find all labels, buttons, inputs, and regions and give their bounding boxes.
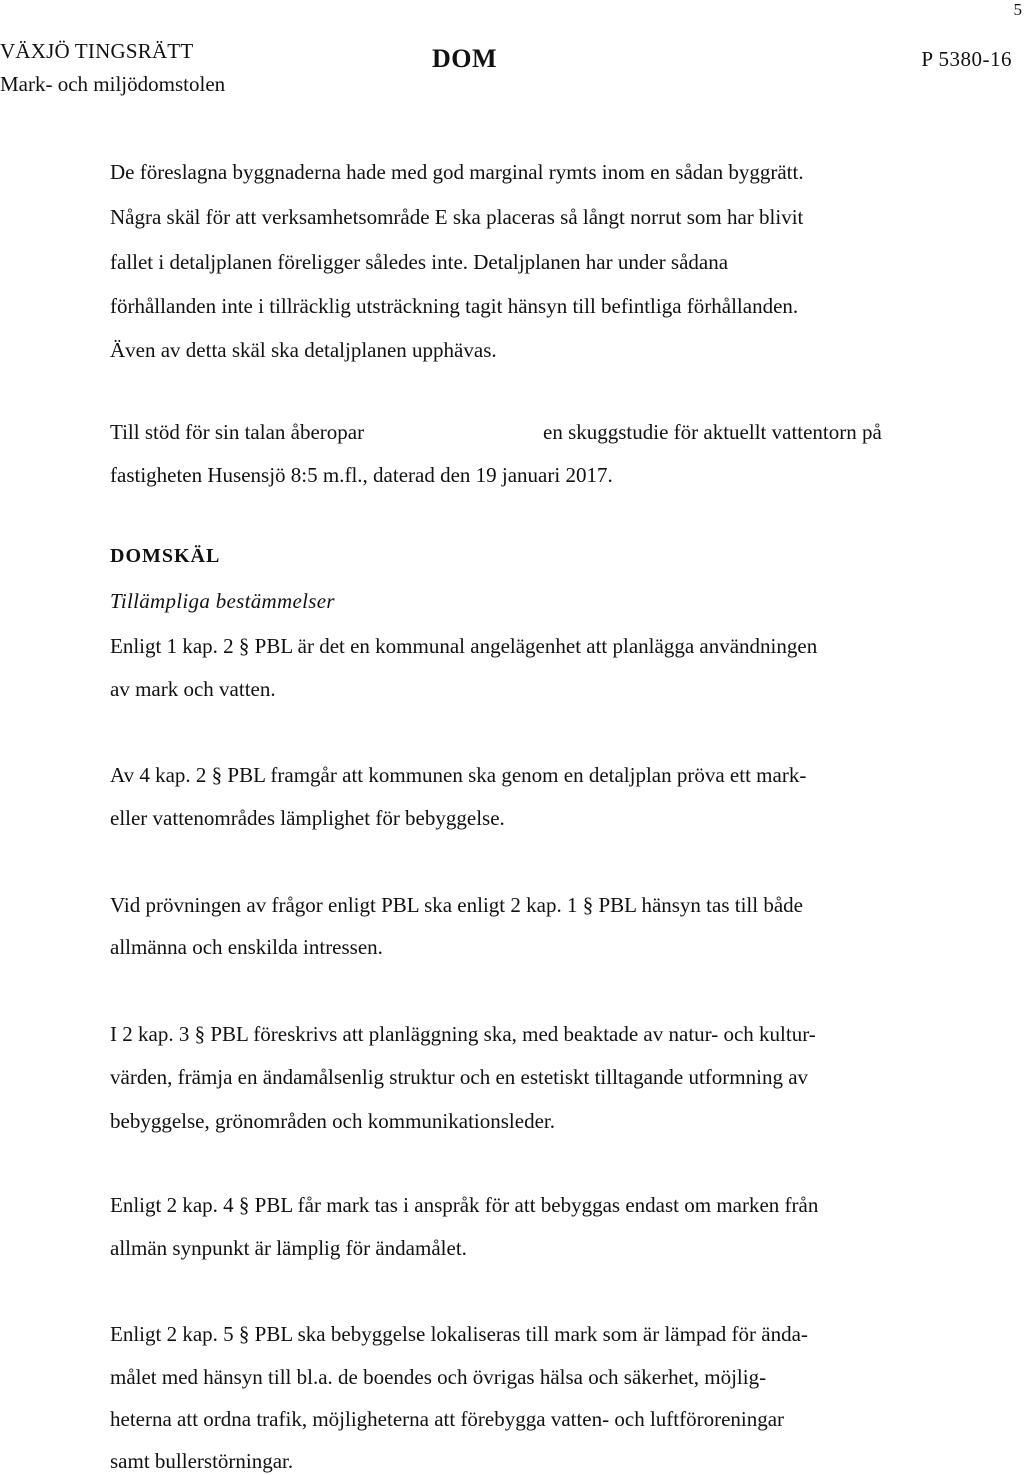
- paragraph-line: eller vattenområdes lämplighet för bebyggelse.: [110, 806, 505, 830]
- paragraph-line: Vid prövningen av frågor enligt PBL ska enligt 2 kap. 1 § PBL hänsyn tas till både: [110, 893, 803, 917]
- page-number: 5: [1013, 0, 1022, 19]
- case-number: P 5380-16: [921, 47, 1012, 71]
- paragraph-line: samt bullerstörningar.: [110, 1449, 294, 1473]
- paragraph-line: Till stöd för sin talan åberopar: [110, 420, 365, 444]
- section-heading: DOMSKÄL: [110, 545, 221, 567]
- paragraph-line: värden, främja en ändamålsenlig struktur och en estetiskt tilltagande utformning av: [110, 1065, 809, 1089]
- court-name: VÄXJÖ TINGSRÄTT: [0, 39, 194, 63]
- paragraph-line: Av 4 kap. 2 § PBL framgår att kommunen ska genom en detaljplan pröva ett mark-: [110, 763, 807, 787]
- paragraph-line: allmänna och enskilda intressen.: [110, 935, 383, 959]
- court-division: Mark- och miljödomstolen: [0, 72, 226, 96]
- paragraph-line-continuation: en skuggstudie för aktuellt vattentorn på: [543, 420, 882, 444]
- paragraph-line: allmän synpunkt är lämplig för ändamålet.: [110, 1236, 467, 1260]
- paragraph-line: förhållanden inte i tillräcklig utsträckning tagit hänsyn till befintliga förhållanden.: [110, 294, 799, 318]
- document-type: DOM: [432, 44, 498, 73]
- paragraph-line: Enligt 1 kap. 2 § PBL är det en kommunal angelägenhet att planlägga användningen: [110, 634, 818, 658]
- paragraph-line: Enligt 2 kap. 4 § PBL får mark tas i anspråk för att bebyggas endast om marken från: [110, 1193, 819, 1217]
- paragraph-line: De föreslagna byggnaderna hade med god marginal rymts inom en sådan byggrätt.: [110, 160, 804, 184]
- paragraph-line: målet med hänsyn till bl.a. de boendes och övrigas hälsa och säkerhet, möjlig-: [110, 1365, 767, 1389]
- paragraph-line: av mark och vatten.: [110, 677, 276, 701]
- paragraph-line: bebyggelse, grönområden och kommunikationsleder.: [110, 1109, 555, 1133]
- subsection-heading: Tillämpliga bestämmelser: [110, 589, 335, 613]
- paragraph-line: heterna att ordna trafik, möjligheterna att förebygga vatten- och luftföroreningar: [110, 1407, 785, 1431]
- paragraph-line: fastigheten Husensjö 8:5 m.fl., daterad den 19 januari 2017.: [110, 463, 613, 487]
- paragraph-line: I 2 kap. 3 § PBL föreskrivs att planläggning ska, med beaktade av natur- och kultur-: [110, 1022, 816, 1046]
- paragraph-line: Även av detta skäl ska detaljplanen upphävas.: [110, 338, 497, 362]
- paragraph-line: fallet i detaljplanen föreligger således inte. Detaljplanen har under sådana: [110, 250, 729, 274]
- paragraph-line: Några skäl för att verksamhetsområde E ska placeras så långt norrut som har blivit: [110, 205, 804, 229]
- paragraph-line: Enligt 2 kap. 5 § PBL ska bebyggelse lokaliseras till mark som är lämpad för ända-: [110, 1322, 808, 1346]
